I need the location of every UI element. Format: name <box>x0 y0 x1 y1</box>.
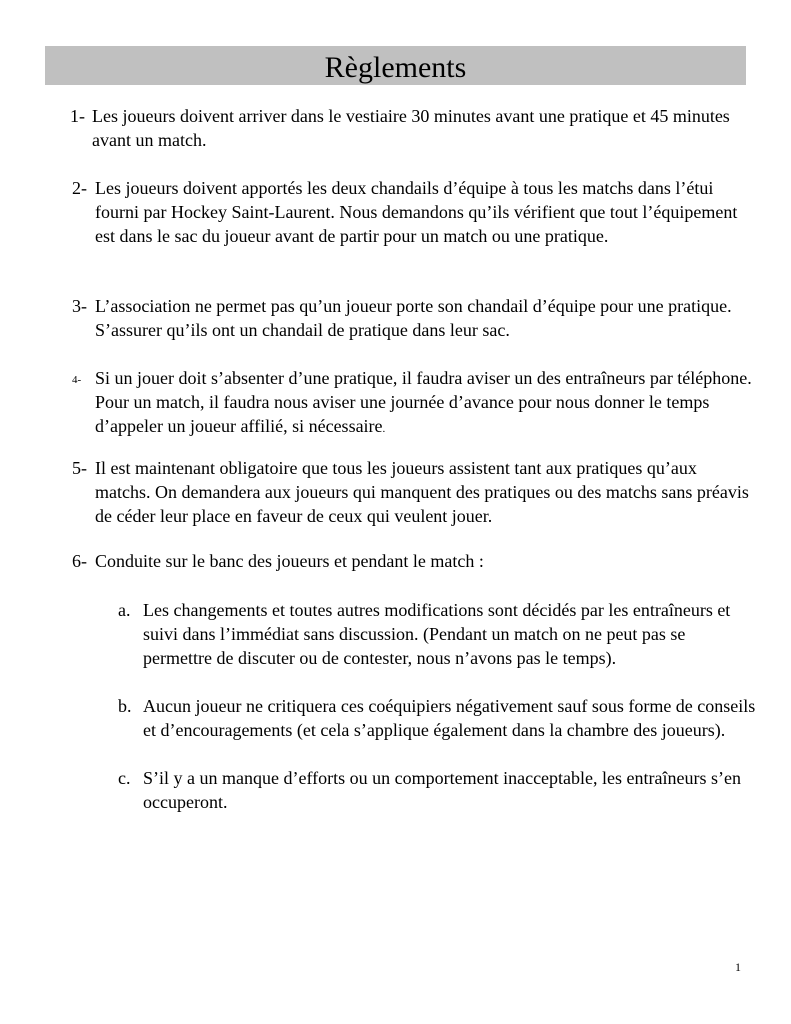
subrule-b <box>118 694 758 742</box>
rule-number: 3- <box>72 296 87 316</box>
subrule-letter: c. <box>118 768 131 788</box>
rule-number: 5- <box>72 458 87 478</box>
rule-3 <box>72 294 752 342</box>
rule-number: 6- <box>72 551 87 571</box>
page-number: 1 <box>735 960 741 974</box>
page-title: Règlements <box>45 46 746 85</box>
subrule-text: Les changements et toutes autres modifications sont décidés par les entraîneurs et suivi dans l’immédiat sans discussion. (Pendant un match on ne peut pas se permettre de discuter ou de contester, nous n’avons pas le temps). <box>143 600 731 668</box>
rule-4 <box>72 366 752 441</box>
rule-text-wrapper <box>95 366 752 441</box>
subrule-letter: b. <box>118 696 132 716</box>
rule-text: Il est maintenant obligatoire que tous les joueurs assistent tant aux pratiques qu’aux matchs. On demandera aux joueurs qui manquent des pratiques ou des matchs sans préavis de céder leur place en faveur de ceux qui veulent jouer. <box>95 458 749 526</box>
rule-1 <box>70 104 740 152</box>
rule-number: 4- <box>72 374 82 386</box>
rule-number: 2- <box>72 178 87 198</box>
subrule-text: Aucun joueur ne critiquera ces coéquipiers négativement sauf sous forme de conseils et d’encouragements (et cela s’applique également dans la chambre des joueurs). <box>143 696 756 740</box>
rule-text: Si un jouer doit s’absenter d’une pratique, il faudra aviser un des entraîneurs par téléphone. Pour un match, il faudra nous aviser une journée d’avance pour nous donner le temps d’appeler un joueur affilié, si nécessaire <box>95 368 752 436</box>
subrule-letter: a. <box>118 600 131 620</box>
rule-5 <box>72 456 752 528</box>
rule-2 <box>72 176 752 248</box>
rule-text: Conduite sur le banc des joueurs et pendant le match : <box>95 551 484 571</box>
subrule-a <box>118 598 758 670</box>
subrule-text: S’il y a un manque d’efforts ou un comportement inacceptable, les entraîneurs s’en occuperont. <box>143 768 741 812</box>
rule-text: Les joueurs doivent apportés les deux chandails d’équipe à tous les matchs dans l’étui fourni par Hockey Saint-Laurent. Nous demandons qu’ils vérifient que tout l’équipement est dans le sac du joueur avant de partir pour un match ou une pratique. <box>95 178 738 246</box>
rule-text: Les joueurs doivent arriver dans le vestiaire 30 minutes avant une pratique et 45 minutes avant un match. <box>92 106 730 150</box>
subrule-c <box>118 766 758 814</box>
rule-text: L’association ne permet pas qu’un joueur porte son chandail d’équipe pour une pratique. S’assurer qu’ils ont un chandail de pratique dans leur sac. <box>95 296 732 340</box>
rule-text-end: . <box>382 423 386 435</box>
rule-6 <box>72 549 752 573</box>
rule-number: 1- <box>70 106 85 126</box>
